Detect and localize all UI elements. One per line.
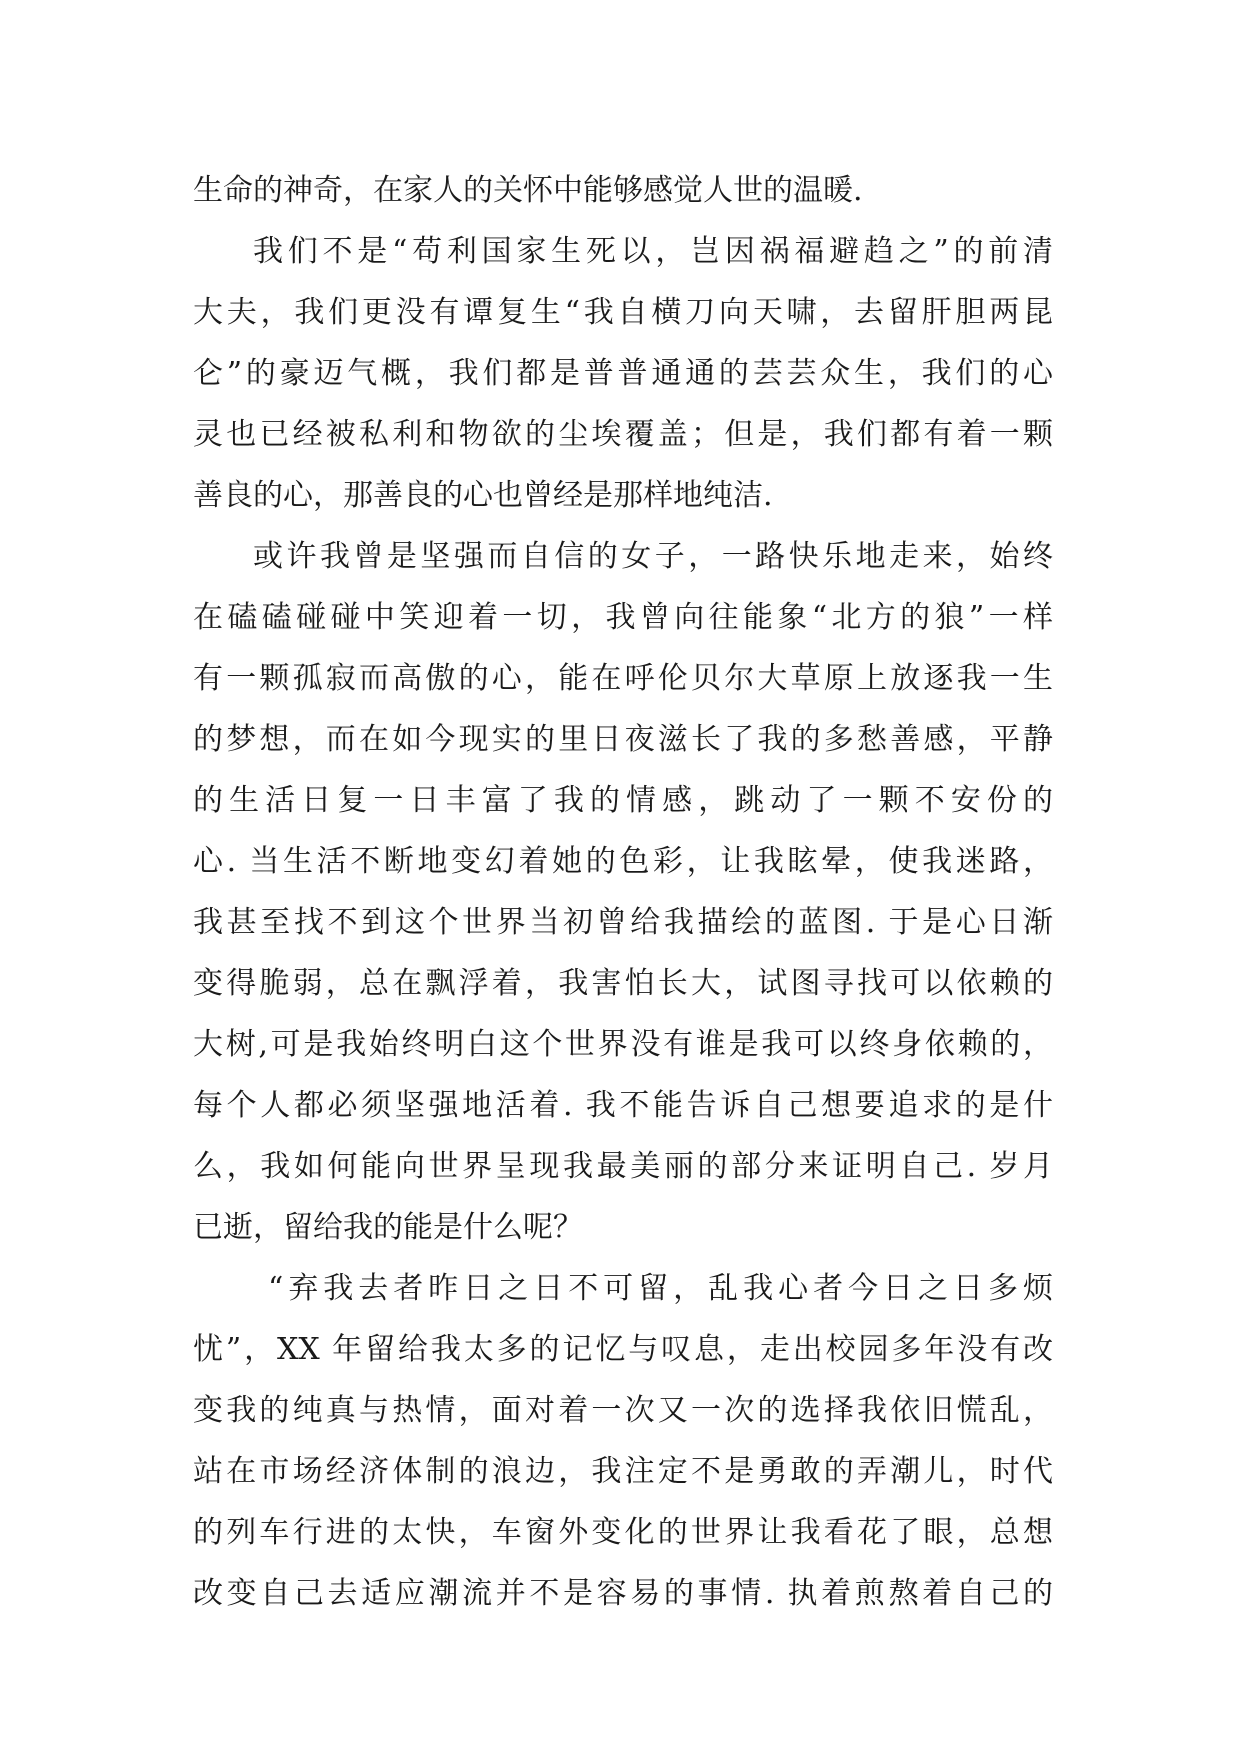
text-line: 变我的纯真与热情，面对着一次又一次的选择我依旧慌乱， (193, 1393, 1053, 1428)
text-line: 忧”，XX 年留给我太多的记忆与叹息，走出校园多年没有改 (193, 1332, 1053, 1367)
text-line: 生命的神奇，在家人的关怀中能够感觉人世的温暖. (193, 173, 863, 208)
text-line: 的生活日复一日丰富了我的情感，跳动了一颗不安份的 (193, 783, 1053, 818)
text-line: 或许我曾是坚强而自信的女子，一路快乐地走来，始终 (253, 539, 1053, 574)
text-line: 改变自己去适应潮流并不是容易的事情. 执着煎熬着自己的 (193, 1576, 1053, 1611)
text-line: 在磕磕碰碰中笑迎着一切，我曾向往能象“北方的狼”一样 (193, 600, 1053, 635)
text-line: 心. 当生活不断地变幻着她的色彩，让我眩晕，使我迷路， (193, 844, 1053, 879)
text-line: 的梦想，而在如今现实的里日夜滋长了我的多愁善感，平静 (193, 722, 1053, 757)
text-line: 仑”的豪迈气概，我们都是普普通通的芸芸众生，我们的心 (193, 356, 1053, 391)
text-line: 我甚至找不到这个世界当初曾给我描绘的蓝图. 于是心日渐 (193, 905, 1053, 940)
text-line: 大夫，我们更没有谭复生“我自横刀向天啸，去留肝胆两昆 (193, 295, 1053, 330)
document-body (193, 160, 1053, 1624)
text-line: 变得脆弱，总在飘浮着，我害怕长大，试图寻找可以依赖的 (193, 966, 1053, 1001)
text-line: 已逝，留给我的能是什么呢？ (193, 1210, 583, 1245)
text-line: 大树,可是我始终明白这个世界没有谁是我可以终身依赖的， (193, 1027, 1053, 1062)
text-line: 我们不是“苟利国家生死以，岂因祸福避趋之”的前清 (253, 234, 1053, 269)
text-line: 灵也已经被私利和物欲的尘埃覆盖；但是，我们都有着一颗 (193, 417, 1053, 452)
text-line: 么，我如何能向世界呈现我最美丽的部分来证明自己. 岁月 (193, 1149, 1053, 1184)
text-line: 站在市场经济体制的浪边，我注定不是勇敢的弄潮儿，时代 (193, 1454, 1053, 1489)
text-line: 的列车行进的太快，车窗外变化的世界让我看花了眼，总想 (193, 1515, 1053, 1550)
text-line: 善良的心，那善良的心也曾经是那样地纯洁. (193, 478, 773, 513)
text-line: 每个人都必须坚强地活着. 我不能告诉自己想要追求的是什 (193, 1088, 1053, 1123)
text-line: 有一颗孤寂而高傲的心，能在呼伦贝尔大草原上放逐我一生 (193, 661, 1053, 696)
text-line: “弃我去者昨日之日不可留，乱我心者今日之日多烦 (268, 1271, 1053, 1306)
